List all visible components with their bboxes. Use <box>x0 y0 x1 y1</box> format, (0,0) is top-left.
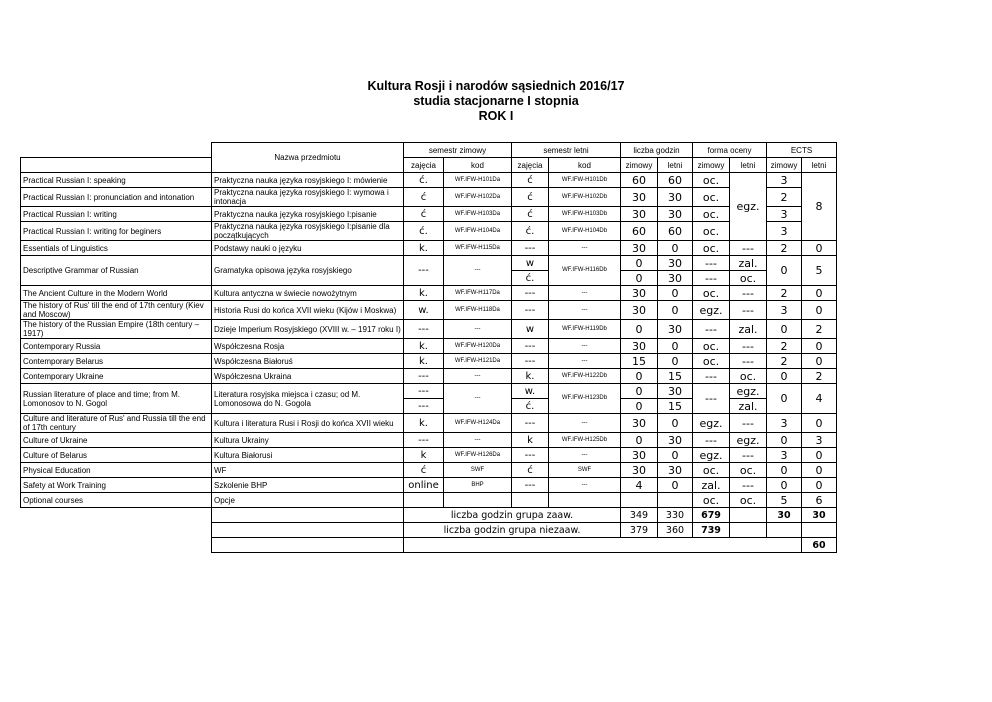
ects-winter: 0 <box>767 478 802 493</box>
summer-class-type: --- <box>512 339 549 354</box>
winter-class-type: --- <box>404 320 444 339</box>
summer-class-type <box>512 493 549 508</box>
winter-class-type: k. <box>404 354 444 369</box>
course-name-en: Culture of Belarus <box>21 448 212 463</box>
course-name-pl: Kultura antyczna w świecie nowożytnym <box>212 286 404 301</box>
hours-winter: 30 <box>621 207 658 222</box>
hours-summer: 30 <box>658 271 693 286</box>
course-name-en: Russian literature of place and time; from M. Lomonosov to N. Gogol <box>21 384 212 414</box>
ects-winter: 0 <box>767 463 802 478</box>
course-name-en: The history of the Russian Empire (18th century – 1917) <box>21 320 212 339</box>
winter-class-type: k. <box>404 414 444 433</box>
ects-summer: 6 <box>802 493 837 508</box>
table-row <box>21 369 837 384</box>
winter-class-type: k. <box>404 339 444 354</box>
ects-summer: 0 <box>802 339 837 354</box>
ects-winter: 0 <box>767 369 802 384</box>
winter-class-type: ć <box>404 207 444 222</box>
hours-winter: 0 <box>621 399 658 414</box>
summer-class-type: w. <box>512 384 549 399</box>
winter-course-code: WF.IFW-H101Da <box>444 173 512 188</box>
summer-course-code: WF.IFW-H104Db <box>549 222 621 241</box>
winter-class-type: online <box>404 478 444 493</box>
hours-summer: 30 <box>658 463 693 478</box>
hours-winter: 0 <box>621 320 658 339</box>
header-ects: ECTS <box>767 143 837 158</box>
ects-summer: 0 <box>802 463 837 478</box>
grade-winter: oc. <box>693 173 730 188</box>
footer-ects-summer: 30 <box>802 508 837 523</box>
table-row <box>21 478 837 493</box>
ects-winter: 2 <box>767 188 802 207</box>
grade-winter: --- <box>693 433 730 448</box>
winter-class-type: w. <box>404 301 444 320</box>
header-row-2 <box>21 158 837 173</box>
course-name-en: Practical Russian I: pronunciation and intonation <box>21 188 212 207</box>
ects-winter: 2 <box>767 241 802 256</box>
footer-advanced-winter-hours: 349 <box>621 508 658 523</box>
ects-summer: 2 <box>802 320 837 339</box>
ects-winter: 3 <box>767 414 802 433</box>
hours-winter: 0 <box>621 256 658 271</box>
course-name-en: Contemporary Belarus <box>21 354 212 369</box>
summer-course-code: --- <box>549 354 621 369</box>
hours-summer: 15 <box>658 369 693 384</box>
hours-summer: 30 <box>658 188 693 207</box>
header-row-1 <box>21 143 837 158</box>
grade-summer-merged: egz. <box>730 173 767 241</box>
table-row <box>21 241 837 256</box>
course-name-pl: Kultura i literatura Rusi i Rosji do końca XVII wieku <box>212 414 404 433</box>
footer-beginner-total: 739 <box>693 523 730 538</box>
header-code-winter: kod <box>444 158 512 173</box>
winter-course-code: WF.IFW-H104Da <box>444 222 512 241</box>
ects-winter: 3 <box>767 448 802 463</box>
summer-class-type: ć. <box>512 271 549 286</box>
document-subtitle: studia stacjonarne I stopnia <box>413 94 579 108</box>
ects-summer-merged: 8 <box>802 173 837 241</box>
summer-course-code: --- <box>549 414 621 433</box>
winter-class-type: ć <box>404 188 444 207</box>
hours-summer: 0 <box>658 478 693 493</box>
course-name-pl: Praktyczna nauka języka rosyjskiego I:pisanie dla początkujących <box>212 222 404 241</box>
hours-summer: 30 <box>658 433 693 448</box>
grade-summer: --- <box>730 414 767 433</box>
table-row <box>21 256 837 271</box>
winter-course-code: WF.IFW-H115Da <box>444 241 512 256</box>
ects-winter: 2 <box>767 354 802 369</box>
hours-summer: 30 <box>658 207 693 222</box>
winter-course-code: WF.IFW-H103Da <box>444 207 512 222</box>
course-name-pl: WF <box>212 463 404 478</box>
course-name-en: Physical Education <box>21 463 212 478</box>
winter-class-type: --- <box>404 399 444 414</box>
summer-class-type: ć. <box>512 222 549 241</box>
hours-summer <box>658 493 693 508</box>
course-name-pl: Współczesna Rosja <box>212 339 404 354</box>
hours-winter: 4 <box>621 478 658 493</box>
winter-course-code: --- <box>444 433 512 448</box>
hours-winter: 30 <box>621 463 658 478</box>
grade-winter: oc. <box>693 463 730 478</box>
summer-class-type: --- <box>512 286 549 301</box>
ects-winter: 3 <box>767 222 802 241</box>
footer-beginner-winter-hours: 379 <box>621 523 658 538</box>
winter-class-type: --- <box>404 433 444 448</box>
ects-winter: 0 <box>767 320 802 339</box>
summer-class-type: k <box>512 433 549 448</box>
course-name-en: The Ancient Culture in the Modern World <box>21 286 212 301</box>
summer-course-code: --- <box>549 339 621 354</box>
summer-course-code: WF.IFW-H122Db <box>549 369 621 384</box>
grade-winter: --- <box>693 369 730 384</box>
winter-course-code <box>444 493 512 508</box>
header-grade-winter: zimowy <box>693 158 730 173</box>
header-grade-summer: letni <box>730 158 767 173</box>
grade-summer: --- <box>730 241 767 256</box>
grade-summer: --- <box>730 354 767 369</box>
winter-class-type: ć <box>404 463 444 478</box>
hours-summer: 0 <box>658 301 693 320</box>
grade-winter: --- <box>693 320 730 339</box>
table-row <box>21 301 837 320</box>
table-row <box>21 463 837 478</box>
course-name-pl: Literatura rosyjska miejsca i czasu; od M. Lomonosowa do N. Gogola <box>212 384 404 414</box>
footer-beginner-summer-hours: 360 <box>658 523 693 538</box>
ects-summer: 4 <box>802 384 837 414</box>
table-row <box>21 173 837 188</box>
ects-summer: 5 <box>802 256 837 286</box>
grade-summer: --- <box>730 448 767 463</box>
hours-winter: 60 <box>621 222 658 241</box>
ects-summer: 2 <box>802 369 837 384</box>
ects-summer: 0 <box>802 301 837 320</box>
summer-class-type: ć <box>512 207 549 222</box>
ects-summer: 0 <box>802 241 837 256</box>
winter-class-type: --- <box>404 369 444 384</box>
header-subject-name: Nazwa przedmiotu <box>212 143 404 173</box>
course-name-en: Descriptive Grammar of Russian <box>21 256 212 286</box>
grade-winter: oc. <box>693 339 730 354</box>
summer-course-code: WF.IFW-H102Db <box>549 188 621 207</box>
course-name-pl: Współczesna Ukraina <box>212 369 404 384</box>
grade-winter: oc. <box>693 222 730 241</box>
grade-winter: egz. <box>693 301 730 320</box>
course-name-en: Safety at Work Training <box>21 478 212 493</box>
hours-winter: 30 <box>621 448 658 463</box>
summer-class-type: --- <box>512 354 549 369</box>
grade-winter: egz. <box>693 414 730 433</box>
course-name-en: Culture of Ukraine <box>21 433 212 448</box>
course-name-en: Contemporary Ukraine <box>21 369 212 384</box>
course-name-en: Essentials of Linguistics <box>21 241 212 256</box>
course-name-pl: Kultura Białorusi <box>212 448 404 463</box>
winter-course-code: --- <box>444 320 512 339</box>
winter-course-code: --- <box>444 369 512 384</box>
header-hours-winter: zimowy <box>621 158 658 173</box>
winter-class-type: ć. <box>404 173 444 188</box>
ects-winter: 2 <box>767 339 802 354</box>
grade-winter: --- <box>693 271 730 286</box>
footer-row-advanced <box>21 508 837 523</box>
footer-ects-total: 60 <box>802 538 837 553</box>
header-hours: liczba godzin <box>621 143 693 158</box>
ects-winter: 0 <box>767 256 802 286</box>
grade-winter: oc. <box>693 207 730 222</box>
footer-row-total <box>21 538 837 553</box>
hours-winter: 0 <box>621 369 658 384</box>
hours-summer: 30 <box>658 384 693 399</box>
winter-course-code: SWF <box>444 463 512 478</box>
course-name-en: Practical Russian I: writing for beginers <box>21 222 212 241</box>
winter-course-code: WF.IFW-H118Da <box>444 301 512 320</box>
summer-course-code: WF.IFW-H103Db <box>549 207 621 222</box>
footer-beginner-label: liczba godzin grupa niezaaw. <box>404 523 621 538</box>
table-row <box>21 320 837 339</box>
header-ects-winter: zimowy <box>767 158 802 173</box>
ects-winter: 3 <box>767 207 802 222</box>
hours-summer: 30 <box>658 320 693 339</box>
hours-summer: 60 <box>658 222 693 241</box>
course-name-en: Practical Russian I: writing <box>21 207 212 222</box>
summer-course-code: --- <box>549 301 621 320</box>
winter-course-code: BHP <box>444 478 512 493</box>
summer-class-type: --- <box>512 448 549 463</box>
summer-class-type: --- <box>512 301 549 320</box>
ects-winter: 2 <box>767 286 802 301</box>
summer-course-code: --- <box>549 478 621 493</box>
summer-class-type: --- <box>512 478 549 493</box>
ects-summer: 0 <box>802 414 837 433</box>
hours-summer: 0 <box>658 339 693 354</box>
summer-class-type: ć <box>512 463 549 478</box>
winter-course-code: WF.IFW-H120Da <box>444 339 512 354</box>
table-row <box>21 433 837 448</box>
winter-course-code: WF.IFW-H121Da <box>444 354 512 369</box>
document-title: Kultura Rosji i narodów sąsiednich 2016/17 <box>367 79 625 93</box>
winter-class-type: k. <box>404 241 444 256</box>
hours-summer: 0 <box>658 354 693 369</box>
document-title-block <box>0 79 992 124</box>
table-row <box>21 188 837 207</box>
winter-class-type: k <box>404 448 444 463</box>
ects-summer: 0 <box>802 448 837 463</box>
summer-course-code: --- <box>549 286 621 301</box>
grade-summer: --- <box>730 478 767 493</box>
ects-summer: 0 <box>802 354 837 369</box>
document-year: ROK I <box>478 109 514 123</box>
hours-summer: 0 <box>658 414 693 433</box>
table-row <box>21 414 837 433</box>
course-name-pl: Współczesna Białoruś <box>212 354 404 369</box>
winter-course-code: --- <box>444 256 512 286</box>
course-name-pl: Gramatyka opisowa języka rosyjskiego <box>212 256 404 286</box>
table-row <box>21 222 837 241</box>
ects-winter: 3 <box>767 173 802 188</box>
table-row <box>21 384 837 399</box>
hours-summer: 60 <box>658 173 693 188</box>
table-row <box>21 286 837 301</box>
course-name-pl: Praktyczna nauka języka rosyjskiego I:pisanie <box>212 207 404 222</box>
summer-class-type: ć <box>512 173 549 188</box>
grade-summer: oc. <box>730 271 767 286</box>
course-name-pl: Historia Rusi do końca XVII wieku (Kijów i Moskwa) <box>212 301 404 320</box>
winter-course-code: WF.IFW-H124Da <box>444 414 512 433</box>
ects-summer: 0 <box>802 286 837 301</box>
table-row <box>21 207 837 222</box>
header-summer-semester: semestr letni <box>512 143 621 158</box>
ects-winter: 0 <box>767 433 802 448</box>
course-name-en: Culture and literature of Rus' and Russia till the end of 17th century <box>21 414 212 433</box>
ects-summer: 0 <box>802 478 837 493</box>
grade-summer: --- <box>730 286 767 301</box>
winter-course-code: WF.IFW-H117Da <box>444 286 512 301</box>
summer-course-code: WF.IFW-H119Db <box>549 320 621 339</box>
footer-advanced-total: 679 <box>693 508 730 523</box>
header-grade-form: forma oceny <box>693 143 767 158</box>
hours-winter: 30 <box>621 339 658 354</box>
header-classes-summer: zajęcia <box>512 158 549 173</box>
curriculum-table <box>20 142 837 553</box>
summer-class-type: k. <box>512 369 549 384</box>
summer-class-type: ć <box>512 188 549 207</box>
course-name-pl: Praktyczna nauka języka rosyjskiego I: wymowa i intonacja <box>212 188 404 207</box>
hours-summer: 0 <box>658 448 693 463</box>
winter-class-type: --- <box>404 384 444 399</box>
summer-course-code: WF.IFW-H116Db <box>549 256 621 286</box>
hours-winter: 30 <box>621 188 658 207</box>
grade-summer: egz. <box>730 433 767 448</box>
course-name-pl: Dzieje Imperium Rosyjskiego (XVIII w. – 1917 roku I) <box>212 320 404 339</box>
summer-class-type: ć. <box>512 399 549 414</box>
course-name-pl: Praktyczna nauka języka rosyjskiego I: mówienie <box>212 173 404 188</box>
grade-summer: zal. <box>730 256 767 271</box>
course-name-en: Practical Russian I: speaking <box>21 173 212 188</box>
summer-course-code: SWF <box>549 463 621 478</box>
grade-summer: oc. <box>730 369 767 384</box>
ects-winter: 3 <box>767 301 802 320</box>
header-hours-summer: letni <box>658 158 693 173</box>
winter-course-code: WF.IFW-H126Da <box>444 448 512 463</box>
winter-class-type: --- <box>404 256 444 286</box>
hours-summer: 0 <box>658 286 693 301</box>
grade-winter: oc. <box>693 286 730 301</box>
winter-class-type: k. <box>404 286 444 301</box>
course-name-en: The history of Rus' till the end of 17th century (Kiev and Moscow) <box>21 301 212 320</box>
summer-course-code: WF.IFW-H125Db <box>549 433 621 448</box>
grade-winter: --- <box>693 256 730 271</box>
winter-class-type <box>404 493 444 508</box>
hours-winter: 30 <box>621 241 658 256</box>
footer-row-beginner <box>21 523 837 538</box>
course-name-en: Optional courses <box>21 493 212 508</box>
grade-winter: oc. <box>693 241 730 256</box>
header-ects-summer: letni <box>802 158 837 173</box>
summer-course-code: WF.IFW-H101Db <box>549 173 621 188</box>
course-name-pl: Opcje <box>212 493 404 508</box>
table-row <box>21 354 837 369</box>
footer-ects-winter: 30 <box>767 508 802 523</box>
hours-winter: 0 <box>621 433 658 448</box>
course-name-en: Contemporary Russia <box>21 339 212 354</box>
winter-class-type: ć. <box>404 222 444 241</box>
summer-course-code: WF.IFW-H123Db <box>549 384 621 414</box>
header-code-summer: kod <box>549 158 621 173</box>
grade-winter: zal. <box>693 478 730 493</box>
hours-summer: 0 <box>658 241 693 256</box>
hours-winter: 0 <box>621 271 658 286</box>
summer-course-code <box>549 493 621 508</box>
grade-summer: oc. <box>730 463 767 478</box>
hours-winter: 30 <box>621 414 658 433</box>
hours-winter: 60 <box>621 173 658 188</box>
hours-winter: 0 <box>621 384 658 399</box>
course-name-pl: Szkolenie BHP <box>212 478 404 493</box>
hours-summer: 15 <box>658 399 693 414</box>
hours-summer: 30 <box>658 256 693 271</box>
footer-advanced-summer-hours: 330 <box>658 508 693 523</box>
hours-winter: 30 <box>621 301 658 320</box>
grade-summer: zal. <box>730 399 767 414</box>
ects-winter: 5 <box>767 493 802 508</box>
grade-summer: --- <box>730 339 767 354</box>
ects-summer: 3 <box>802 433 837 448</box>
summer-class-type: --- <box>512 241 549 256</box>
grade-winter: oc. <box>693 188 730 207</box>
header-winter-semester: semestr zimowy <box>404 143 512 158</box>
summer-course-code: --- <box>549 241 621 256</box>
summer-class-type: w <box>512 256 549 271</box>
grade-summer: oc. <box>730 493 767 508</box>
footer-advanced-label: liczba godzin grupa zaaw. <box>404 508 621 523</box>
winter-course-code: WF.IFW-H102Da <box>444 188 512 207</box>
winter-course-code: --- <box>444 384 512 414</box>
ects-winter: 0 <box>767 384 802 414</box>
hours-winter <box>621 493 658 508</box>
table-row <box>21 339 837 354</box>
grade-summer: egz. <box>730 384 767 399</box>
summer-class-type: w <box>512 320 549 339</box>
grade-winter: egz. <box>693 448 730 463</box>
summer-class-type: --- <box>512 414 549 433</box>
grade-winter: --- <box>693 384 730 414</box>
summer-course-code: --- <box>549 448 621 463</box>
course-name-pl: Kultura Ukrainy <box>212 433 404 448</box>
header-classes-winter: zajęcia <box>404 158 444 173</box>
grade-summer: --- <box>730 301 767 320</box>
hours-winter: 15 <box>621 354 658 369</box>
course-name-pl: Podstawy nauki o języku <box>212 241 404 256</box>
hours-winter: 30 <box>621 286 658 301</box>
grade-winter: oc. <box>693 493 730 508</box>
grade-winter: oc. <box>693 354 730 369</box>
table-row <box>21 493 837 508</box>
table-row <box>21 448 837 463</box>
grade-summer: zal. <box>730 320 767 339</box>
